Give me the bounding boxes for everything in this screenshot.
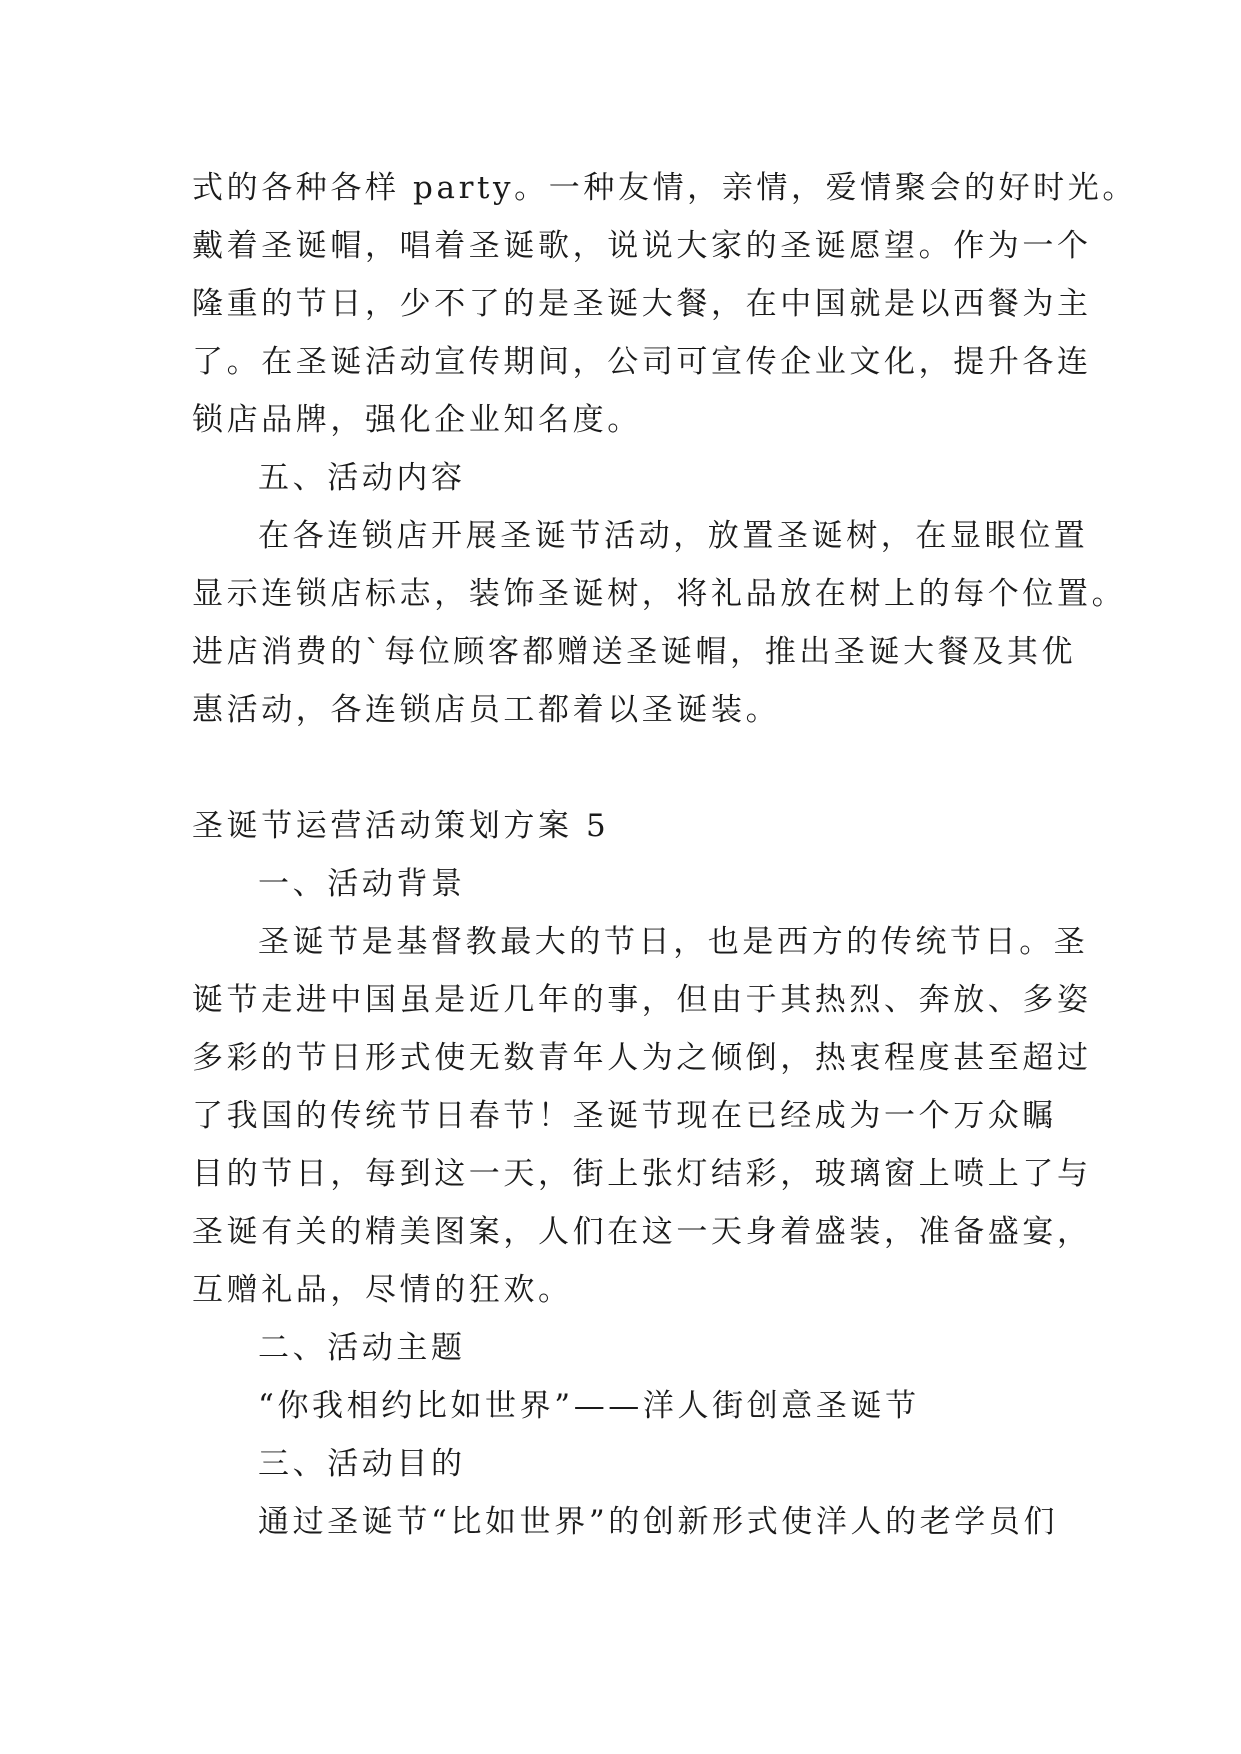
paragraph-line: 圣诞有关的精美图案，人们在这一天身着盛装，准备盛宴，: [192, 1214, 1092, 1250]
paragraph-line: 惠活动，各连锁店员工都着以圣诞装。: [192, 692, 781, 728]
section-heading: 五、活动内容: [258, 460, 466, 496]
paragraph-line: 通过圣诞节“比如世界”的创新形式使洋人的老学员们: [258, 1504, 1059, 1540]
document-title: 圣诞节运营活动策划方案 5: [192, 808, 610, 844]
paragraph-line: 互赠礼品，尽情的狂欢。: [192, 1272, 573, 1308]
section-heading: 一、活动背景: [258, 866, 466, 902]
paragraph-line: 目的节日，每到这一天，街上张灯结彩，玻璃窗上喷上了与: [192, 1156, 1092, 1192]
section-heading: 三、活动目的: [258, 1446, 466, 1482]
paragraph-line: 显示连锁店标志，装饰圣诞树，将礼品放在树上的每个位置。: [192, 576, 1127, 612]
paragraph-line: 在各连锁店开展圣诞节活动，放置圣诞树，在显眼位置: [258, 518, 1089, 554]
theme-line: “你我相约比如世界”——洋人街创意圣诞节: [258, 1388, 920, 1424]
paragraph-line: 了我国的传统节日春节！圣诞节现在已经成为一个万众瞩: [192, 1098, 1057, 1134]
paragraph-line: 戴着圣诞帽，唱着圣诞歌，说说大家的圣诞愿望。作为一个: [192, 228, 1092, 264]
paragraph-line: 式的各种各样 party。一种友情，亲情，爱情聚会的好时光。: [192, 170, 1137, 206]
paragraph-line: 多彩的节日形式使无数青年人为之倾倒，热衷程度甚至超过: [192, 1040, 1092, 1076]
paragraph-line: 进店消费的`每位顾客都赠送圣诞帽，推出圣诞大餐及其优: [192, 634, 1077, 670]
paragraph-line: 了。在圣诞活动宣传期间，公司可宣传企业文化，提升各连: [192, 344, 1092, 380]
section-heading: 二、活动主题: [258, 1330, 466, 1366]
paragraph-line: 圣诞节是基督教最大的节日，也是西方的传统节日。圣: [258, 924, 1089, 960]
paragraph-line: 隆重的节日，少不了的是圣诞大餐，在中国就是以西餐为主: [192, 286, 1092, 322]
paragraph-line: 诞节走进中国虽是近几年的事，但由于其热烈、奔放、多姿: [192, 982, 1092, 1018]
paragraph-line: 锁店品牌，强化企业知名度。: [192, 402, 642, 438]
